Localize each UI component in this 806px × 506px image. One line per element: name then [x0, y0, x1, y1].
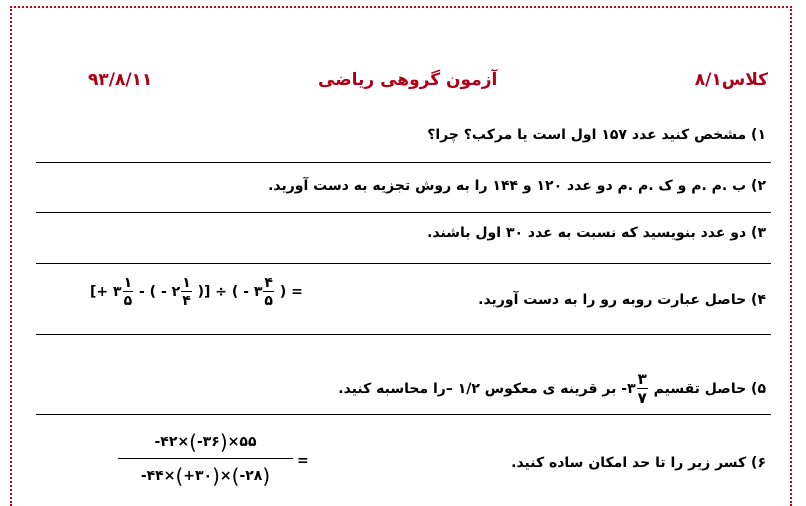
question-2: ۲) ب .م .م و ک .م .م دو عدد ۱۲۰ و ۱۴۴ را به روش تجزیه به دست آورید. — [268, 178, 766, 194]
q6-equals: = — [297, 453, 309, 469]
q6-numerator: -۴۲×(-۳۶)×۵۵ — [118, 430, 293, 459]
exam-date: ۹۳/۸/۱۱ — [88, 70, 153, 90]
fraction: $\frac{۱}{۵}$ — [123, 275, 133, 309]
divider — [36, 212, 771, 213]
question-3: ۳) دو عدد بنویسید که نسبت به عدد ۳۰ اول باشند. — [427, 225, 766, 241]
question-6: ۶) کسر زیر را تا حد امکان ساده کنید. — [511, 455, 766, 471]
q5-expression: -۳ $\frac{۳}{۷}$ — [621, 370, 647, 407]
class-label: کلاس۸/۱ — [694, 70, 768, 90]
question-4: ۴) حاصل عبارت روبه رو را به دست آورید. — [478, 292, 766, 308]
question-1: ۱) مشخص کنید عدد ۱۵۷ اول است یا مرکب؟ چرا؟ — [427, 127, 766, 143]
q4-expression: [+ ۳ $\frac{۱}{۵}$ - ( - ۲ $\frac{۱}{۴}$ )] ÷ ( - ۳ $\frac{۴}{۵}$ ) = — [90, 275, 303, 309]
divider — [36, 414, 771, 415]
q6-fraction — [118, 430, 293, 488]
exam-title: آزمون گروهی ریاضی — [318, 70, 498, 90]
question-5: ۵) حاصل تقسیم -۳ $\frac{۳}{۷}$ بر قرینه ی معکوس ۱/۲ –را محاسبه کنید. — [338, 370, 766, 407]
divider — [36, 334, 771, 335]
fraction: $\frac{۴}{۵}$ — [264, 275, 273, 309]
divider — [36, 263, 771, 264]
divider — [36, 162, 771, 163]
fraction: $\frac{۳}{۷}$ — [637, 370, 647, 407]
fraction: $\frac{۱}{۴}$ — [182, 275, 191, 309]
q6-denominator: -۴۴×(+۳۰)×(-۲۸) — [140, 464, 271, 488]
